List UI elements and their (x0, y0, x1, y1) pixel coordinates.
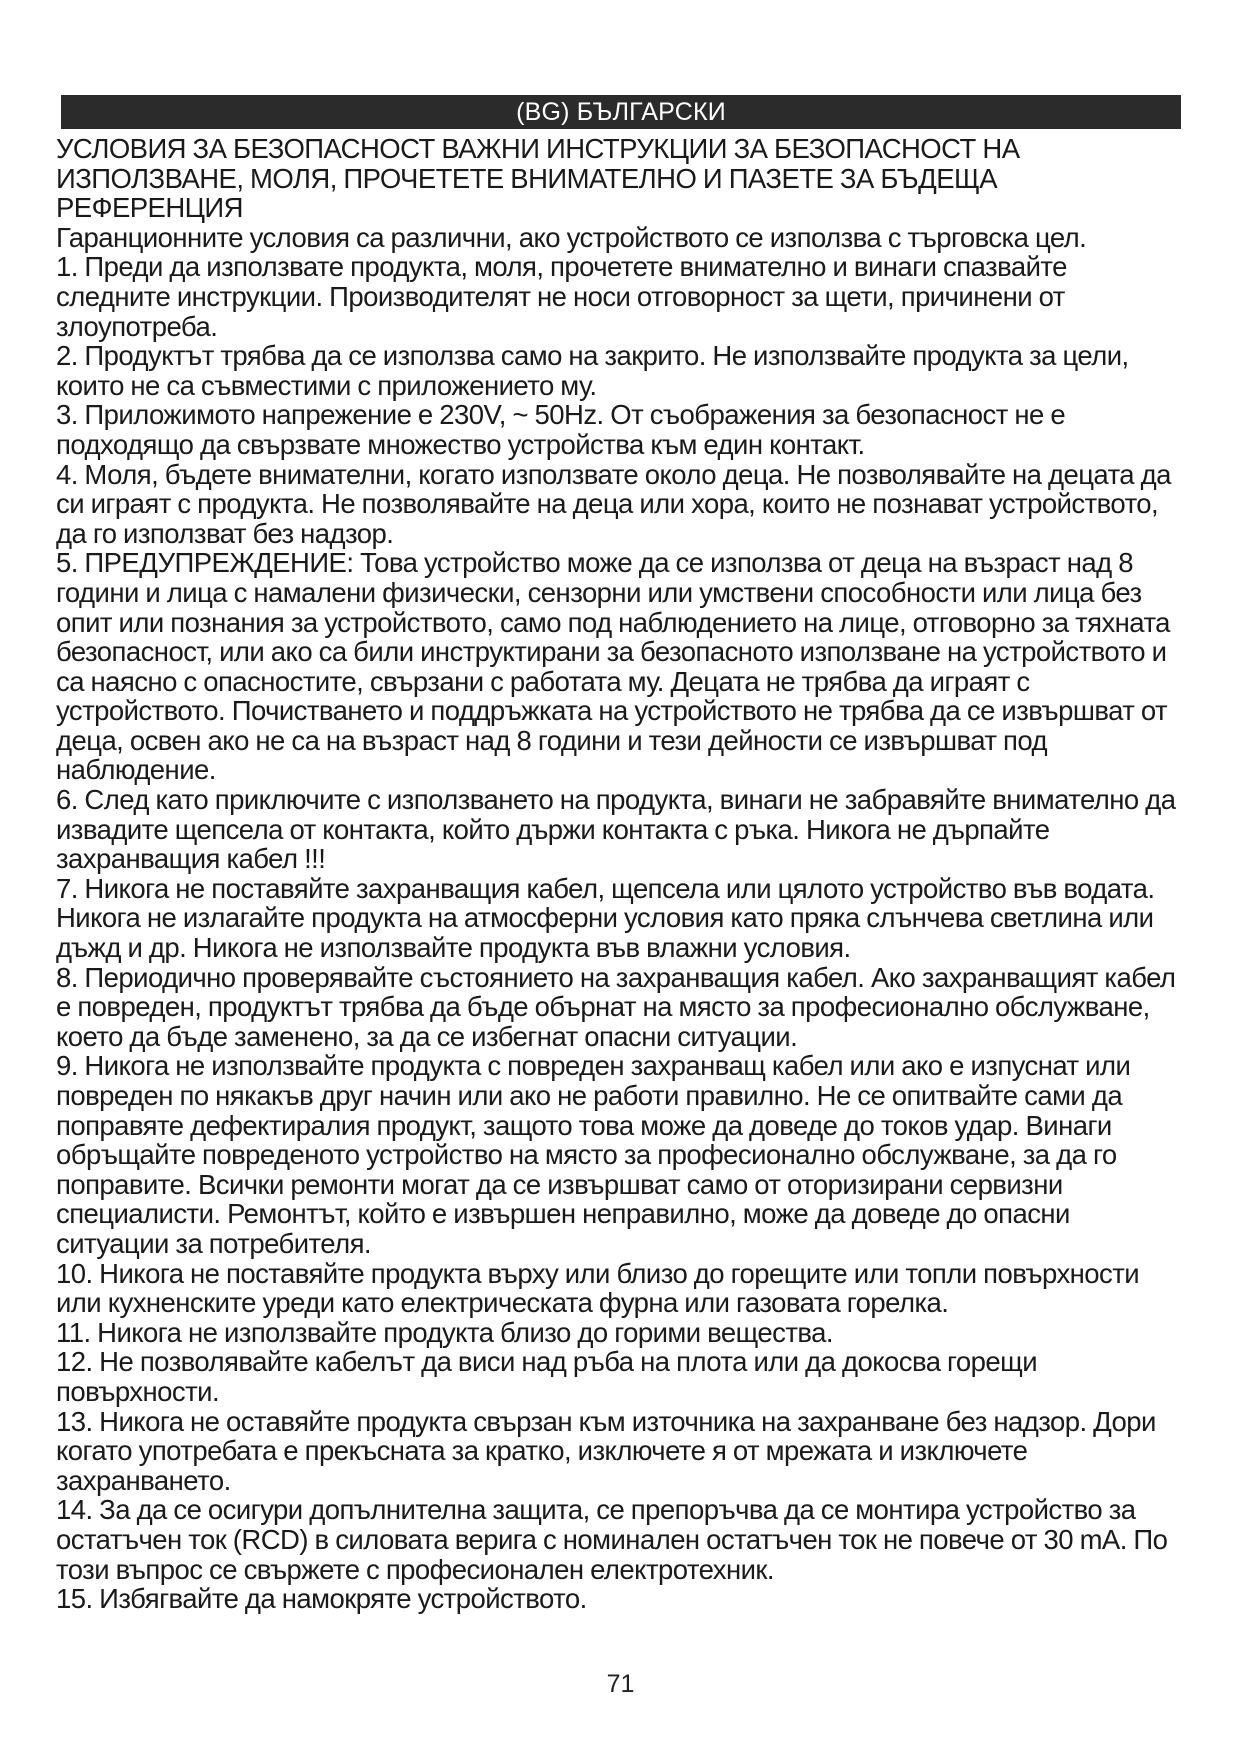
instruction-item-6: 6. След като приключите с използването на продукта, винаги не забравяйте внимателно да извадите щепсела от контакта, който държи контакта с ръка. Никога не дърпайте захранващия кабел !!! (56, 784, 1176, 875)
instruction-item-9: 9. Никога не използвайте продукта с повреден захранващ кабел или ако е изпуснат или повреден по някакъв друг начин или ако не работи правилно. Не се опитвайте сами да поправяте дефектиралия продукт, защото това може да доведе до токов удар. Винаги обръщайте повреденото устройство на място за професионално обслужване, за да го поправите. Всички ремонти могат да се извършват само от оторизирани сервизни специалисти. Ремонтът, който е извършен неправилно, може да доведе до опасни ситуации за потребителя. (56, 1050, 1131, 1259)
instruction-item-11: 11. Никога не използвайте продукта близо до горими вещества. (56, 1316, 833, 1348)
instruction-item-3: 3. Приложимото напрежение е 230V, ~ 50Hz. От съображения за безопасност не е подходящо да свързвате множество устройства към един контакт. (56, 399, 1066, 460)
instruction-item-15: 15. Избягвайте да намокряте устройството. (56, 1583, 587, 1615)
instruction-item-1: 1. Преди да използвате продукта, моля, прочетете внимателно и винаги спазвайте следните инструкции. Производителят не носи отговорност за щети, причинени от злоупотреба. (56, 251, 1067, 342)
instruction-item-12: 12. Не позволявайте кабелът да виси над ръба на плота или да докосва горещи повърхности. (56, 1346, 1038, 1407)
instruction-item-8: 8. Периодично проверявайте състоянието на захранващия кабел. Ако захранващият кабел е повреден, продуктът трябва да бъде обърнат на място за професионално обслужване, което да бъде заменено, за да се избегнат опасни ситуации. (56, 961, 1176, 1052)
instruction-item-13: 13. Никога не оставяйте продукта свързан към източника на захранване без надзор. Дори когато употребата е прекъсната за кратко, изключете я от мрежата и изключете захранването. (56, 1405, 1156, 1496)
instruction-item-10: 10. Никога не поставяйте продукта върху или близо до горещите или топли повърхности или кухненските уреди като електрическата фурна или газовата горелка. (56, 1257, 1140, 1319)
instruction-item-14: 14. За да се осигури допълнителна защита, се препоръчва да се монтира устройство за остатъчен ток (RCD) в силовата верига с номинален остатъчен ток не повече от 30 mA. По този въпрос се свържете с професионален електротехник. (56, 1494, 1168, 1585)
instruction-item-4: 4. Моля, бъдете внимателни, когато използвате около деца. Не позволявайте на децата да си играят с продукта. Не позволявайте на деца или хора, които не познават устройството, да го използват без надзор. (56, 458, 1171, 549)
language-banner: (BG) БЪЛГАРСКИ (61, 95, 1181, 129)
document-title: УСЛОВИЯ ЗА БЕЗОПАСНОСТ ВАЖНИ ИНСТРУКЦИИ ЗА БЕЗОПАСНОСТ НА ИЗПОЛЗВАНЕ, МОЛЯ, ПРОЧЕТЕТЕ ВНИМАТЕЛНО И ПАЗЕТЕ ЗА БЪДЕЩА РЕФЕРЕНЦИЯ (56, 133, 1020, 224)
document-body (56, 134, 1186, 1614)
instruction-item-7: 7. Никога не поставяйте захранващия кабел, щепсела или цялото устройство във водата. Никога не излагайте продукта на атмосферни условия като пряка слънчева светлина или дъжд и др. Никога не използвайте продукта във влажни условия. (56, 872, 1155, 964)
instruction-item-5: 5. ПРЕДУПРЕЖДЕНИЕ: Това устройство може да се използва от деца на възраст над 8 години и лица с намалени физически, сензорни или умствени способности или лица без опит или познания за устройството, само под наблюдението на лице, отговорно за тяхната безопасност, или ако са били инструктирани за безопасното използване на устройството и са наясно с опасностите, свързани с работата му. Децата не трябва да играят с устройството. Почистването и поддръжката на устройството не трябва да се извършват от деца, освен ако не са на възраст над 8 години и тези дейности се извършват под наблюдение. (56, 547, 1170, 786)
intro-paragraph: Гаранционните условия са различни, ако устройството се използва с търговска цел. (56, 221, 1087, 253)
instruction-item-2: 2. Продуктът трябва да се използва само на закрито. Не използвайте продукта за цели, които не са съвместими с приложението му. (56, 340, 1129, 401)
page-number: 71 (606, 1670, 635, 1698)
